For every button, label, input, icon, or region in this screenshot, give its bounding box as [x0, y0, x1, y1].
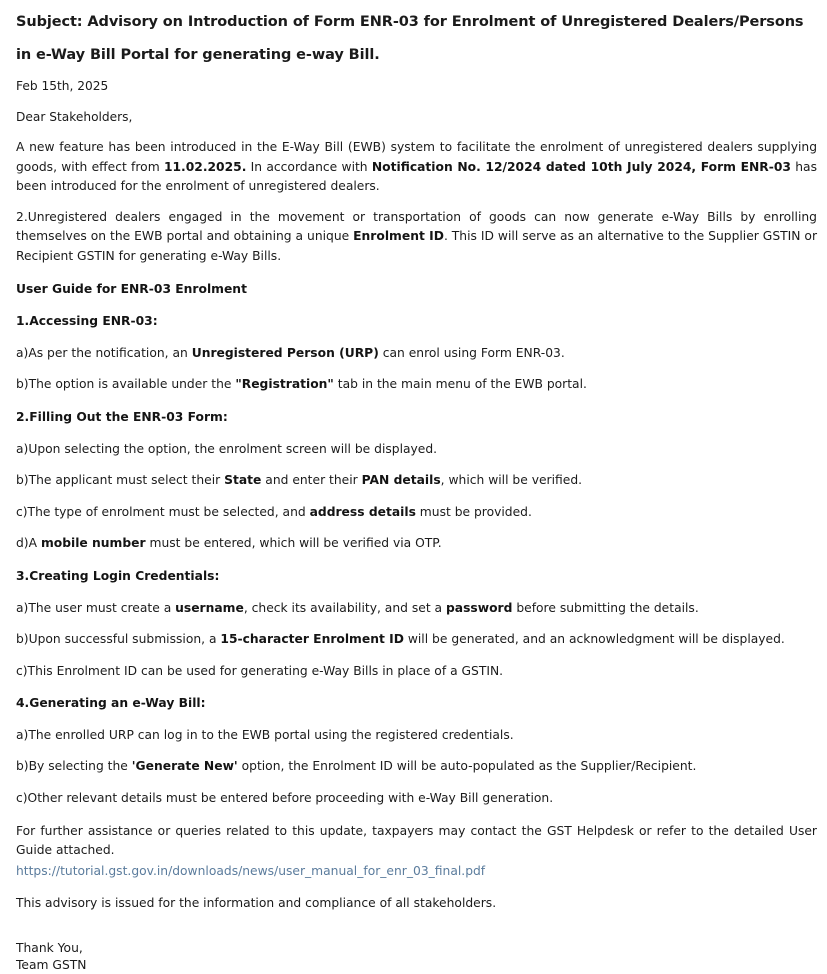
- step-1a-seg-2: can enrol using Form ENR-03.: [378, 345, 565, 360]
- step-3b: [16, 630, 817, 650]
- step-3a-seg-1: a)The user must create a: [16, 600, 176, 615]
- step-3c: [16, 662, 817, 682]
- step-3c-seg-1: c)This Enrolment ID can be used for generating e-Way Bills in place of a GSTIN.: [16, 663, 504, 678]
- step-2a-seg-1: a)Upon selecting the option, the enrolment screen will be displayed.: [16, 441, 438, 456]
- section-heading-2: 2.Filling Out the ENR-03 Form:: [16, 409, 228, 424]
- second-paragraph: [16, 208, 817, 267]
- intro-bold-date: 11.02.2025.: [163, 159, 247, 174]
- step-1a-bold: Unregistered Person (URP): [191, 345, 379, 360]
- step-3b-seg-1: b)Upon successful submission, a: [16, 632, 221, 647]
- page-title: Subject: Advisory on Introduction of Form ENR-03 for Enrolment of Unregistered Dealers/Persons in e-Way Bill Portal for generating e-way Bill.: [16, 14, 804, 63]
- step-2b-seg-1: b)The applicant must select their: [16, 473, 225, 488]
- step-2a: [16, 440, 817, 460]
- section-heading-1: 1.Accessing ENR-03:: [16, 314, 158, 329]
- step-2d: [16, 534, 817, 554]
- step-4c: [16, 789, 817, 809]
- step-3a: [16, 599, 817, 619]
- intro-seg-3: has been introduced for the enrolment of unregistered dealers.: [16, 159, 818, 194]
- step-2d-seg-2: must be entered, which will be verified via OTP.: [145, 536, 442, 551]
- intro-seg-2: In accordance with: [246, 159, 372, 174]
- step-3b-bold: 15-character Enrolment ID: [220, 632, 404, 647]
- step-2d-seg-1: d)A: [16, 536, 41, 551]
- second-seg-1: 2.Unregistered dealers engaged in the movement or transportation of goods can now generate e-Way Bills by enrolling themselves on the EWB portal and obtaining a unique: [16, 209, 817, 244]
- intro-paragraph: [16, 138, 817, 197]
- step-2c-seg-2: must be provided.: [415, 504, 532, 519]
- step-1b: [16, 375, 817, 395]
- step-3a-bold-password: password: [446, 600, 513, 615]
- step-1b-seg-1: b)The option is available under the: [16, 377, 236, 392]
- step-1b-seg-2: tab in the main menu of the EWB portal.: [333, 377, 587, 392]
- closing-paragraph: For further assistance or queries related to this update, taxpayers may contact the GST Helpdesk or refer to the detailed User Guide attached.: [16, 823, 817, 858]
- step-1b-bold: "Registration": [235, 377, 334, 392]
- step-4c-seg-1: c)Other relevant details must be entered before proceeding with e-Way Bill generation.: [16, 791, 554, 806]
- signoff: [16, 940, 817, 974]
- user-guide-heading: User Guide for ENR-03 Enrolment: [16, 281, 247, 296]
- step-2d-bold: mobile number: [40, 536, 146, 551]
- step-3a-seg-2: , check its availability, and set a: [243, 600, 446, 615]
- signoff-thanks: Thank You,: [16, 941, 83, 956]
- step-1a-seg-1: a)As per the notification, an: [16, 345, 192, 360]
- step-1a: [16, 344, 817, 364]
- salutation: Dear Stakeholders,: [16, 110, 133, 124]
- step-3a-seg-3: before submitting the details.: [512, 600, 699, 615]
- step-2c-bold: address details: [309, 504, 416, 519]
- step-4b-seg-2: option, the Enrolment ID will be auto-populated as the Supplier/Recipient.: [237, 759, 697, 774]
- advisory-note: This advisory is issued for the information and compliance of all stakeholders.: [16, 896, 497, 911]
- step-4a: [16, 726, 817, 746]
- step-2b-bold-state: State: [224, 473, 262, 488]
- section-heading-3: 3.Creating Login Credentials:: [16, 568, 220, 583]
- step-2c-seg-1: c)The type of enrolment must be selected, and: [16, 504, 310, 519]
- step-4b-bold: 'Generate New': [131, 759, 238, 774]
- step-4a-seg-1: a)The enrolled URP can log in to the EWB portal using the registered credentials.: [16, 727, 514, 742]
- step-2b-seg-2: and enter their: [261, 473, 362, 488]
- step-3a-bold-username: username: [175, 600, 244, 615]
- step-2b: [16, 471, 817, 491]
- user-manual-link[interactable]: https://tutorial.gst.gov.in/downloads/news/user_manual_for_enr_03_final.pdf: [16, 863, 486, 878]
- step-2b-seg-3: , which will be verified.: [440, 473, 583, 488]
- signoff-team: Team GSTN: [16, 958, 87, 973]
- step-2b-bold-pan: PAN details: [361, 473, 441, 488]
- second-bold-enrolment-id: Enrolment ID: [353, 229, 444, 244]
- step-4b: [16, 757, 817, 777]
- intro-seg-1: A new feature has been introduced in the E-Way Bill (EWB) system to facilitate the enrolment of unregistered dealers supplying goods, with effect from: [16, 140, 817, 174]
- step-2c: [16, 503, 817, 523]
- section-heading-4: 4.Generating an e-Way Bill:: [16, 696, 206, 711]
- intro-bold-notification: Notification No. 12/2024 dated 10th July 2024, Form ENR-03: [371, 159, 791, 174]
- document-date: Feb 15th, 2025: [16, 79, 109, 93]
- second-seg-2: . This ID will serve as an alternative to the Supplier GSTIN or Recipient GSTIN for generating e-Way Bills.: [16, 229, 817, 263]
- step-3b-seg-2: will be generated, and an acknowledgment will be displayed.: [403, 632, 785, 647]
- step-4b-seg-1: b)By selecting the: [16, 759, 132, 774]
